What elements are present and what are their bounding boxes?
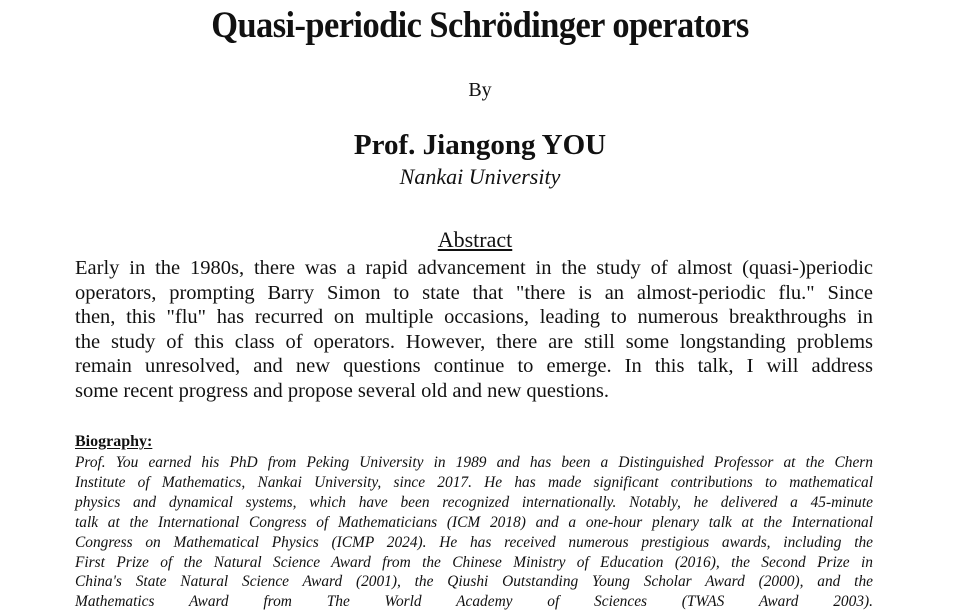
- abstract-line: then, this "flu" has recurred on multiple occasions, leading to numerous breakthroughs in: [75, 306, 873, 329]
- speaker-name: Prof. Jiangong YOU: [353, 129, 607, 161]
- biography-line: Mathematics Award from The World Academy of Sciences (TWAS Award 2003).: [75, 593, 873, 611]
- talk-title: Quasi-periodic Schrödinger operators: [211, 5, 749, 46]
- abstract-body: [75, 256, 873, 404]
- biography-line: Institute of Mathematics, Nankai University, since 2017. He has made significant contributions to mathematical: [75, 473, 873, 491]
- abstract-line: operators, prompting Barry Simon to state that "there is an almost-periodic flu." Since: [75, 281, 873, 304]
- biography-line: First Prize of the Natural Science Award from the Chinese Ministry of Education (2016), the Second Prize in: [75, 553, 873, 571]
- biography-line: China's State Natural Science Award (2001), the Qiushi Outstanding Young Scholar Award (2000), and the: [75, 573, 873, 591]
- biography-line: physics and dynamical systems, which have been recognized internationally. Notably, he delivered a 45-minute: [75, 493, 873, 511]
- biography-body: [75, 453, 873, 612]
- biography-heading: Biography:: [75, 433, 153, 450]
- by-label: By: [468, 79, 492, 101]
- abstract-line: the study of this class of operators. However, there are still some longstanding problems: [75, 330, 873, 353]
- biography-line: Congress on Mathematical Physics (ICMP 2024). He has received numerous prestigious awards, including the: [75, 533, 873, 551]
- abstract-heading: Abstract: [437, 227, 513, 252]
- speaker-affiliation: Nankai University: [399, 164, 561, 189]
- abstract-line: remain unresolved, and new questions continue to emerge. In this talk, I will address: [75, 355, 873, 378]
- biography-line: Prof. You earned his PhD from Peking University in 1989 and has been a Distinguished Professor at the Chern: [75, 454, 873, 471]
- abstract-line: some recent progress and propose several old and new questions.: [75, 379, 609, 402]
- abstract-line: Early in the 1980s, there was a rapid advancement in the study of almost (quasi-)periodic: [75, 257, 873, 279]
- biography-line: talk at the International Congress of Mathematicians (ICM 2018) and a one-hour plenary talk at the International: [75, 513, 873, 531]
